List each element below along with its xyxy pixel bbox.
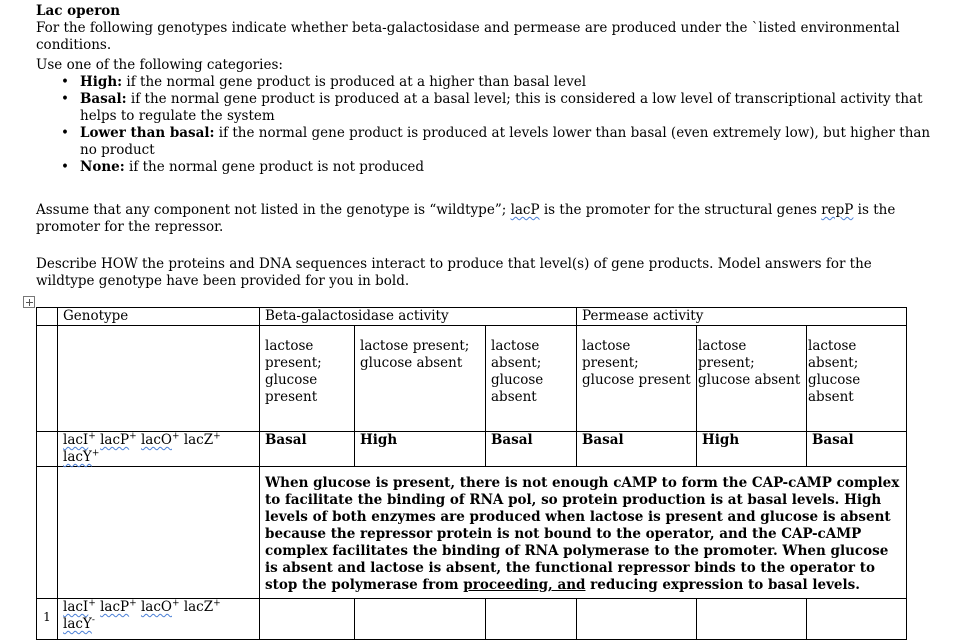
genotype-header: Genotype <box>58 308 260 326</box>
row-number: 1 <box>37 599 58 640</box>
category-term: Lower than basal: <box>80 125 215 141</box>
result-cell: High <box>697 432 807 467</box>
repP-term: repP <box>821 202 854 218</box>
permease-header: Permease activity <box>577 308 907 326</box>
category-item <box>58 125 938 159</box>
condition-cell: lactose present; glucose absent <box>697 326 807 432</box>
answer-cell[interactable] <box>697 599 807 640</box>
condition-cell: lactose present; glucose absent <box>355 326 486 432</box>
wildtype-explanation: When glucose is present, there is not enough cAMP to form the CAP-cAMP complex to facilitate the binding of RNA pol, so protein production is at basal levels. High levels of both enzymes are produced when lactose is present and glucose is absent because the repressor protein is not bound to the operator, and the CAP-cAMP complex facilitates the binding of RNA polymerase to the promoter. When glucose is absent and lactose is absent, the functional repressor binds to the operator to stop the polymerase from proceeding, and reducing expression to basal levels. <box>260 467 907 599</box>
explanation-row <box>37 467 907 599</box>
table-header-row <box>37 308 907 326</box>
bgal-header: Beta-galactosidase activity <box>260 308 577 326</box>
lacP-term: lacP <box>510 202 540 218</box>
genotype-row-1 <box>37 599 907 640</box>
result-cell: High <box>355 432 486 467</box>
category-term: Basal: <box>80 91 127 107</box>
table-move-handle-icon[interactable] <box>23 296 35 308</box>
category-text: if the normal gene product is produced at a basal level; this is considered a low level of transcriptional activity that helps to regulate the system <box>80 91 923 124</box>
answer-cell[interactable] <box>807 599 907 640</box>
category-item <box>58 159 938 176</box>
category-item <box>58 91 938 125</box>
condition-cell: lactose absent; glucose absent <box>807 326 907 432</box>
categories-list <box>58 74 938 176</box>
categories-heading: Use one of the following categories: <box>36 57 283 73</box>
result-cell: Basal <box>577 432 697 467</box>
result-cell: Basal <box>260 432 355 467</box>
category-text: if the normal gene product is produced at levels lower than basal (even extremely low), but higher than no product <box>80 125 931 158</box>
genotype-table <box>36 307 907 640</box>
answer-cell[interactable] <box>355 599 486 640</box>
condition-cell: lactose absent; glucose absent <box>486 326 577 432</box>
assume-paragraph: Assume that any component not listed in the genotype is “wildtype”; lacP is the promoter for the structural genes repP is the promoter for the repressor. <box>36 202 896 235</box>
document-title: Lac operon <box>36 3 121 19</box>
category-term: High: <box>80 74 123 90</box>
condition-cell: lactose present; glucose present <box>577 326 697 432</box>
describe-paragraph: Describe HOW the proteins and DNA sequences interact to produce that level(s) of gene products. Model answers for the wildtype genotype have been provided for you in bold. <box>36 256 872 289</box>
category-item <box>58 74 938 91</box>
condition-cell: lactose present; glucose present <box>260 326 355 432</box>
wildtype-row <box>37 432 907 467</box>
intro-text: For the following genotypes indicate whether beta-galactosidase and permease are produced under the `listed environmental conditions. <box>36 20 900 53</box>
result-cell: Basal <box>486 432 577 467</box>
category-text: if the normal gene product is not produced <box>124 159 425 175</box>
row1-genotype: lacI+ lacP+ lacO+ lacZ+ lacY- <box>58 599 260 640</box>
answer-cell[interactable] <box>486 599 577 640</box>
category-term: None: <box>80 159 125 175</box>
conditions-row <box>37 326 907 432</box>
category-text: if the normal gene product is produced at a higher than basal level <box>122 74 587 90</box>
answer-cell[interactable] <box>577 599 697 640</box>
answer-cell[interactable] <box>260 599 355 640</box>
result-cell: Basal <box>807 432 907 467</box>
wildtype-genotype: lacI+ lacP+ lacO+ lacZ+ lacY+ <box>58 432 260 467</box>
